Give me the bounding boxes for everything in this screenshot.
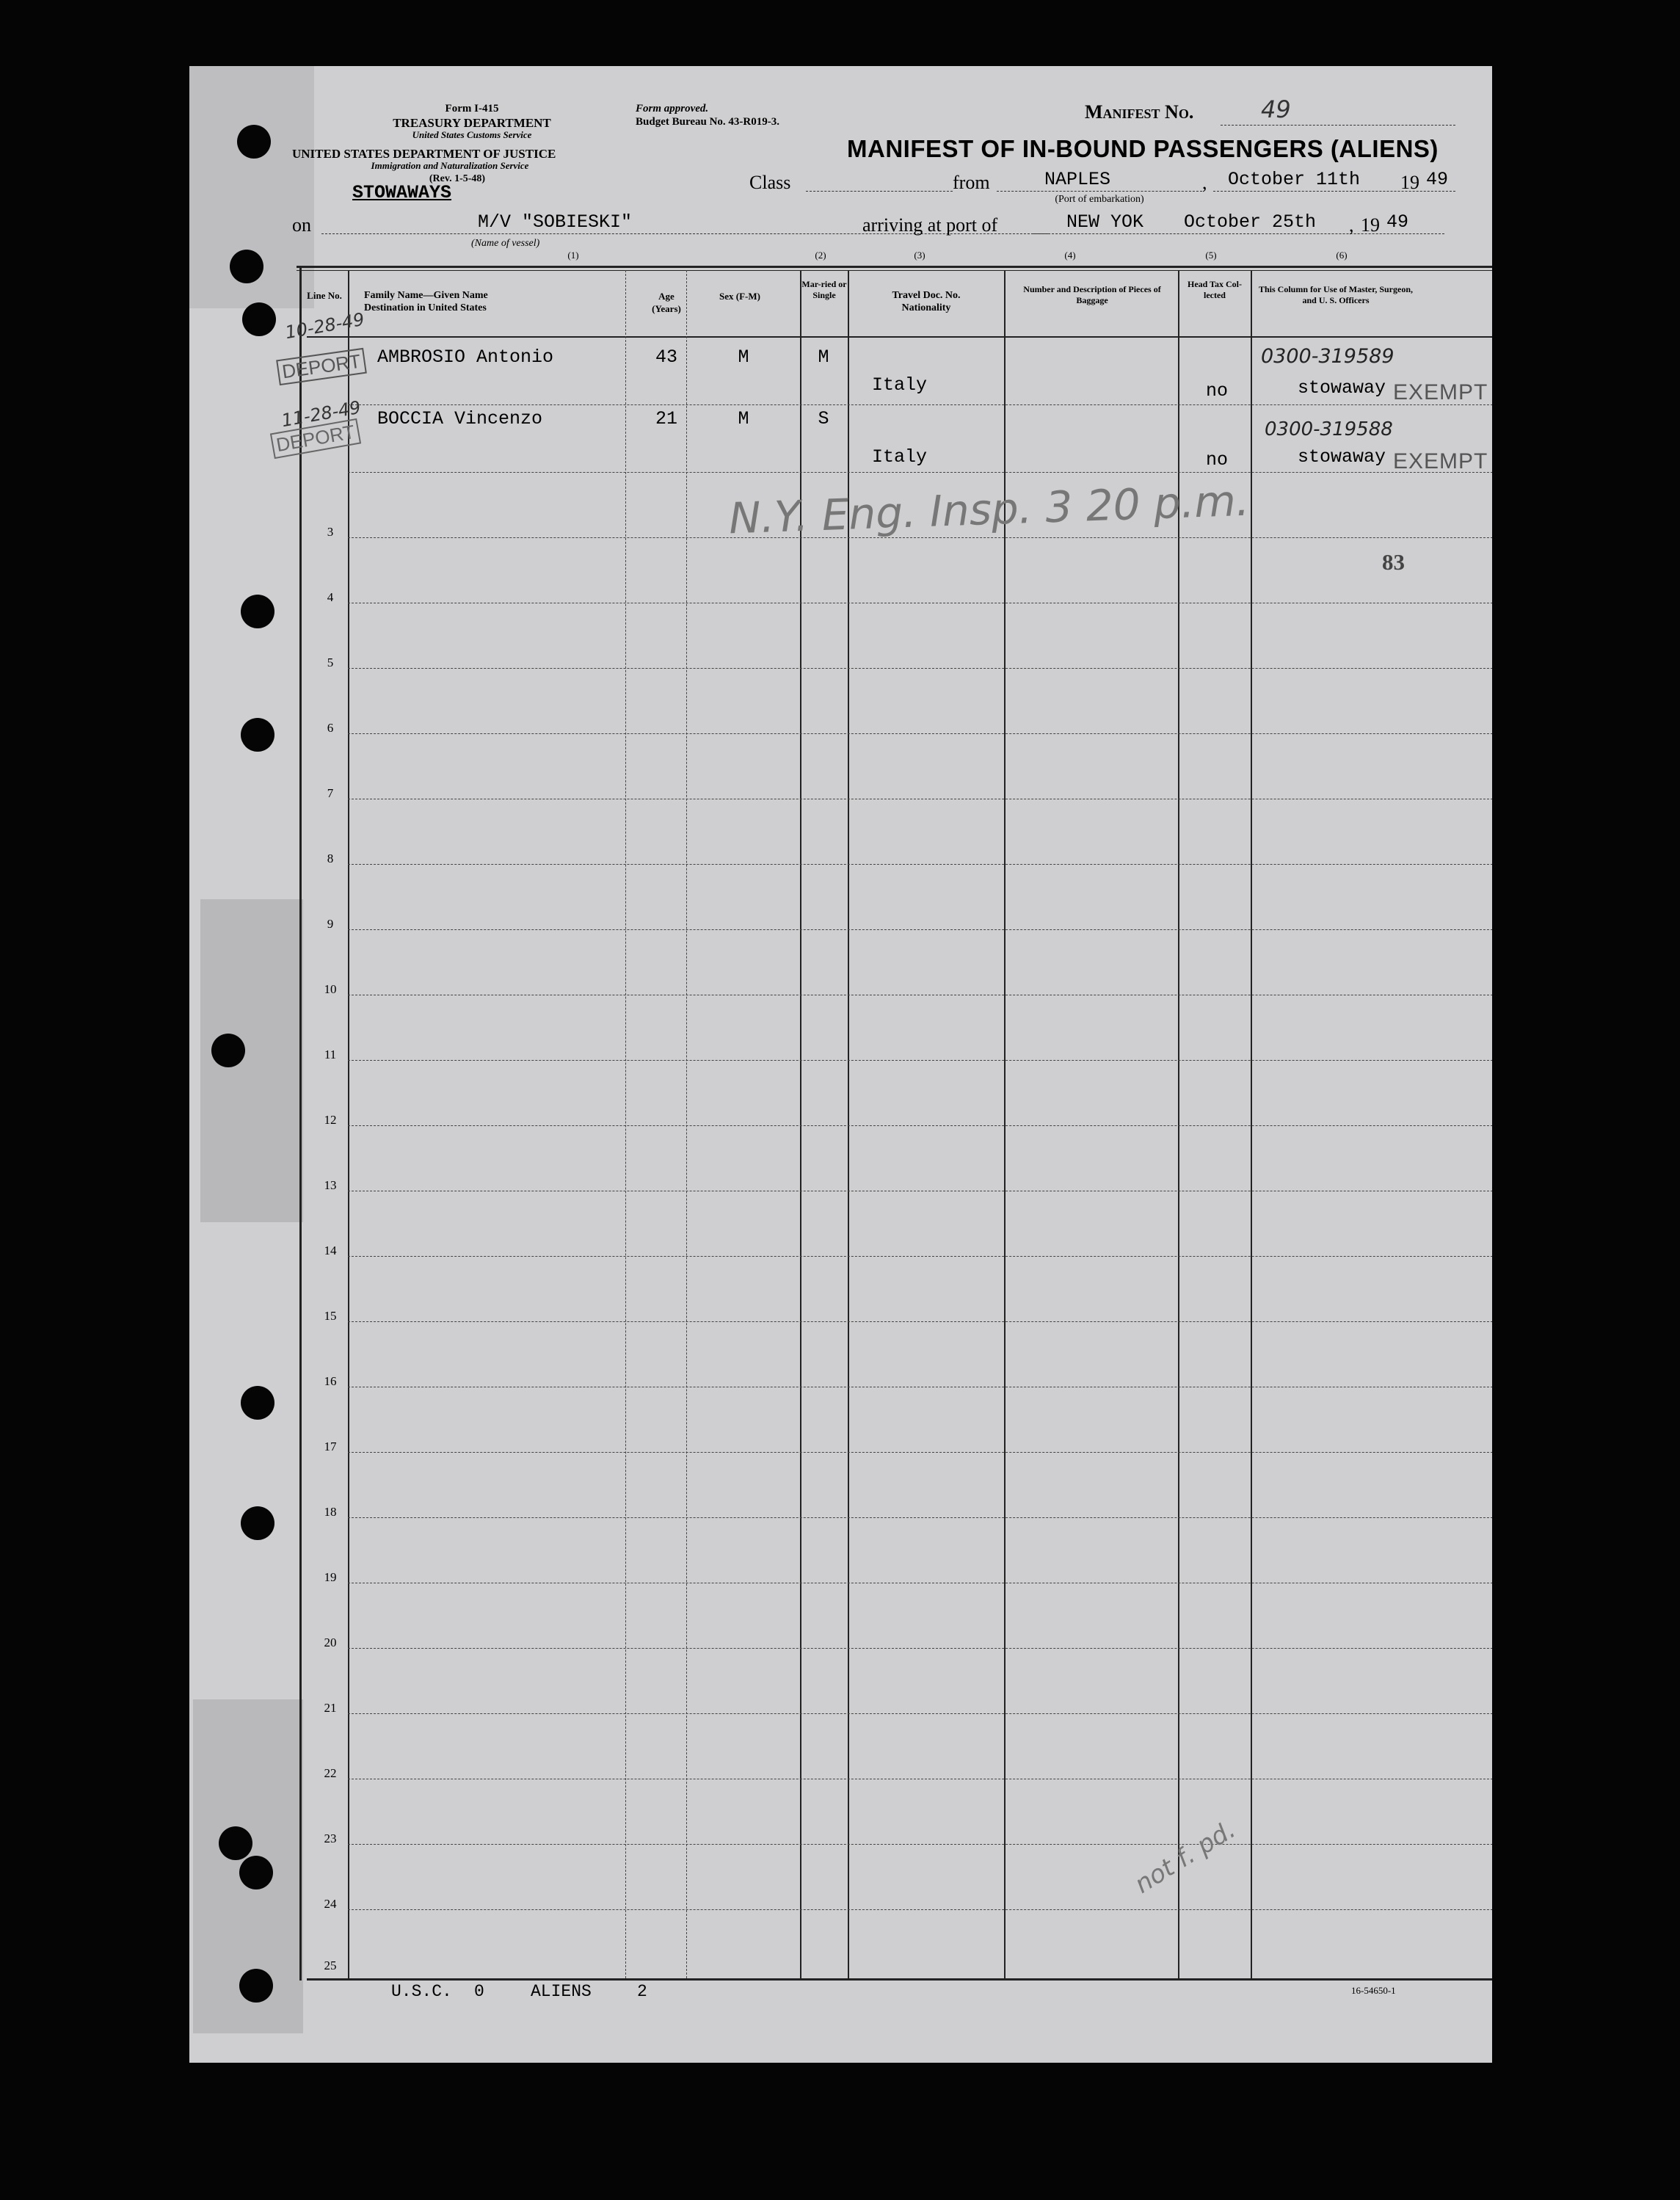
row-rule bbox=[348, 1256, 1492, 1257]
departure-date: October 11th bbox=[1228, 169, 1361, 190]
table-bottom-rule bbox=[307, 1978, 1492, 1981]
class-label: Class bbox=[749, 172, 791, 193]
passenger-head-tax: no bbox=[1206, 449, 1229, 471]
passenger-nationality: Italy bbox=[872, 446, 928, 468]
inspection-note: N.Y. Eng. Insp. 3 20 p.m. bbox=[728, 475, 1251, 544]
class-line bbox=[806, 191, 953, 192]
departure-year: 49 bbox=[1426, 169, 1449, 190]
passenger-sex: M bbox=[738, 408, 749, 429]
col-num-6: (6) bbox=[1336, 250, 1348, 261]
form-number: Form I-415 bbox=[445, 103, 499, 115]
passenger-name: BOCCIA Vincenzo bbox=[377, 408, 543, 429]
passenger-remark: stowaway bbox=[1298, 446, 1386, 468]
embarkation-line bbox=[997, 191, 1202, 192]
line-number: 24 bbox=[324, 1897, 337, 1911]
col-num-3: (3) bbox=[914, 250, 926, 261]
on-label: on bbox=[292, 214, 311, 236]
row-rule bbox=[348, 668, 1492, 669]
row-rule bbox=[348, 1125, 1492, 1126]
header-nationality: Nationality bbox=[901, 302, 951, 313]
col-divider-line-no bbox=[348, 270, 349, 1978]
line-number: 8 bbox=[327, 852, 334, 865]
header-line-no: Line No. bbox=[307, 290, 342, 301]
passenger-age: 43 bbox=[655, 346, 677, 368]
passenger-file-no: 0300-319588 bbox=[1265, 418, 1393, 440]
arrival-line bbox=[1033, 233, 1444, 234]
passenger-file-no: 0300-319589 bbox=[1261, 345, 1394, 368]
form-revision: (Rev. 1-5-48) bbox=[429, 173, 486, 184]
passenger-head-tax: no bbox=[1206, 380, 1229, 402]
footer-aliens-count: 2 bbox=[637, 1982, 647, 2001]
binder-hole bbox=[242, 302, 276, 336]
port-embarkation-caption: (Port of embarkation) bbox=[1055, 194, 1144, 205]
line-number: 20 bbox=[324, 1636, 337, 1649]
line-number: 5 bbox=[327, 656, 334, 669]
manifest-page bbox=[189, 66, 1492, 2063]
header-officers: This Column for Use of Master, Surgeon, and U. S. Officers bbox=[1258, 284, 1413, 305]
manifest-no-line bbox=[1221, 125, 1455, 126]
manifest-number: 49 bbox=[1261, 95, 1291, 123]
row-rule bbox=[348, 864, 1492, 865]
header-destination: Destination in United States bbox=[364, 302, 487, 313]
table-top-rule-2 bbox=[297, 270, 1492, 271]
binder-hole bbox=[239, 1969, 273, 2003]
col-num-4: (4) bbox=[1064, 250, 1076, 261]
col-divider-tax-officers bbox=[1251, 270, 1252, 1978]
binder-hole bbox=[239, 1856, 273, 1889]
row-rule bbox=[348, 1321, 1492, 1322]
footer-usc-label: U.S.C. bbox=[391, 1982, 452, 2001]
vessel-name: M/V "SOBIESKI" bbox=[478, 211, 633, 233]
bottom-handwritten-note: not f. pd. bbox=[1130, 1815, 1241, 1900]
line-number: 22 bbox=[324, 1766, 337, 1780]
row-rule bbox=[348, 1909, 1492, 1910]
row-rule bbox=[348, 1648, 1492, 1649]
line-number: 25 bbox=[324, 1958, 337, 1972]
line-number: 12 bbox=[324, 1113, 337, 1127]
row-rule bbox=[348, 404, 1492, 405]
line-number: 11 bbox=[324, 1048, 337, 1061]
manifest-no-label: Manifest No. bbox=[1085, 101, 1194, 123]
binder-hole bbox=[211, 1034, 245, 1067]
line-number: 18 bbox=[324, 1505, 337, 1519]
side-stamp-deport-1: DEPORT bbox=[276, 348, 367, 385]
col-divider-name-age bbox=[625, 270, 626, 1978]
binder-hole bbox=[237, 125, 271, 159]
passenger-nationality: Italy bbox=[872, 374, 928, 396]
exempt-stamp: EXEMPT bbox=[1393, 449, 1488, 473]
col-num-5: (5) bbox=[1205, 250, 1217, 261]
arrival-date: October 25th bbox=[1184, 211, 1317, 233]
page-count: 83 bbox=[1382, 549, 1405, 575]
side-stamp-deport-2: DEPORT bbox=[270, 418, 361, 459]
passenger-remark: stowaway bbox=[1298, 377, 1386, 399]
binder-hole bbox=[241, 718, 274, 752]
justice-department: UNITED STATES DEPARTMENT OF JUSTICE bbox=[292, 147, 556, 161]
line-number: 4 bbox=[327, 590, 334, 604]
header-baggage: Number and Description of Pieces of Baggage bbox=[1023, 284, 1161, 305]
col-num-2: (2) bbox=[815, 250, 826, 261]
passenger-marital: M bbox=[818, 346, 829, 368]
table-left-border bbox=[299, 267, 302, 1981]
binder-hole bbox=[241, 595, 274, 628]
header-bottom-rule bbox=[307, 336, 1492, 338]
binder-hole bbox=[241, 1386, 274, 1420]
header-sex: Sex (F-M) bbox=[719, 291, 760, 302]
footer-aliens-label: ALIENS bbox=[531, 1982, 592, 2001]
category-stowaways: STOWAWAYS bbox=[352, 182, 452, 203]
footer-usc-count: 0 bbox=[474, 1982, 484, 2001]
row-rule bbox=[348, 1713, 1492, 1714]
row-rule bbox=[348, 733, 1492, 734]
passenger-age: 21 bbox=[655, 408, 677, 429]
col-num-1: (1) bbox=[567, 250, 579, 261]
treasury-department: TREASURY DEPARTMENT bbox=[393, 116, 551, 130]
ins-service: Immigration and Naturalization Service bbox=[371, 160, 529, 171]
line-number: 3 bbox=[327, 525, 334, 539]
arrival-comma: , bbox=[1349, 214, 1354, 236]
exempt-stamp: EXEMPT bbox=[1393, 380, 1488, 404]
customs-service: United States Customs Service bbox=[412, 129, 532, 140]
manifest-title: MANIFEST OF IN-BOUND PASSENGERS (ALIENS) bbox=[847, 135, 1439, 162]
header-family-name: Family Name—Given Name bbox=[364, 290, 488, 301]
row-rule bbox=[348, 1517, 1492, 1518]
table-top-rule bbox=[297, 266, 1492, 268]
form-approved: Form approved. bbox=[636, 103, 709, 115]
line-number: 9 bbox=[327, 917, 334, 931]
side-note-date-2: 11-28-49 bbox=[280, 396, 363, 432]
row-rule bbox=[348, 929, 1492, 930]
arriving-label: arriving at port of bbox=[862, 214, 998, 236]
line-number: 10 bbox=[324, 982, 337, 996]
line-number: 16 bbox=[324, 1374, 337, 1388]
port-of-embarkation: NAPLES bbox=[1044, 169, 1111, 190]
vessel-caption: (Name of vessel) bbox=[471, 238, 540, 249]
departure-year-prefix: 19 bbox=[1400, 172, 1419, 193]
line-number: 7 bbox=[327, 786, 334, 800]
binder-hole bbox=[230, 250, 263, 283]
row-rule bbox=[348, 1452, 1492, 1453]
line-number: 19 bbox=[324, 1570, 337, 1584]
binder-hole bbox=[241, 1506, 274, 1540]
footer-print-code: 16-54650-1 bbox=[1351, 1985, 1396, 1996]
line-number: 15 bbox=[324, 1309, 337, 1323]
budget-bureau: Budget Bureau No. 43-R019-3. bbox=[636, 116, 779, 128]
line-number: 21 bbox=[324, 1701, 337, 1715]
header-travel-doc: Travel Doc. No. bbox=[892, 290, 961, 301]
side-note-date-1: 10-28-49 bbox=[283, 308, 366, 344]
line-number: 17 bbox=[324, 1440, 337, 1453]
arrival-year-prefix: 19 bbox=[1361, 214, 1380, 236]
header-married: Mar-ried or Single bbox=[801, 279, 847, 300]
row-rule bbox=[348, 472, 1492, 473]
header-age: Age (Years) bbox=[652, 291, 681, 314]
row-rule bbox=[348, 1844, 1492, 1845]
passenger-sex: M bbox=[738, 346, 749, 368]
line-number: 23 bbox=[324, 1831, 337, 1845]
line-number: 14 bbox=[324, 1244, 337, 1257]
binder-hole bbox=[219, 1826, 252, 1860]
passenger-name: AMBROSIO Antonio bbox=[377, 346, 554, 368]
line-number: 6 bbox=[327, 721, 334, 735]
passenger-marital: S bbox=[818, 408, 829, 429]
header-head-tax: Head Tax Col-lected bbox=[1187, 279, 1242, 300]
col-divider-age-sex bbox=[686, 270, 687, 1978]
row-rule bbox=[348, 537, 1492, 538]
row-rule bbox=[348, 1060, 1492, 1061]
comma-1: , bbox=[1202, 172, 1207, 193]
line-number: 13 bbox=[324, 1178, 337, 1192]
arrival-year: 49 bbox=[1386, 211, 1409, 233]
arrival-port: NEW YOK bbox=[1066, 211, 1144, 233]
from-label: from bbox=[953, 172, 990, 193]
